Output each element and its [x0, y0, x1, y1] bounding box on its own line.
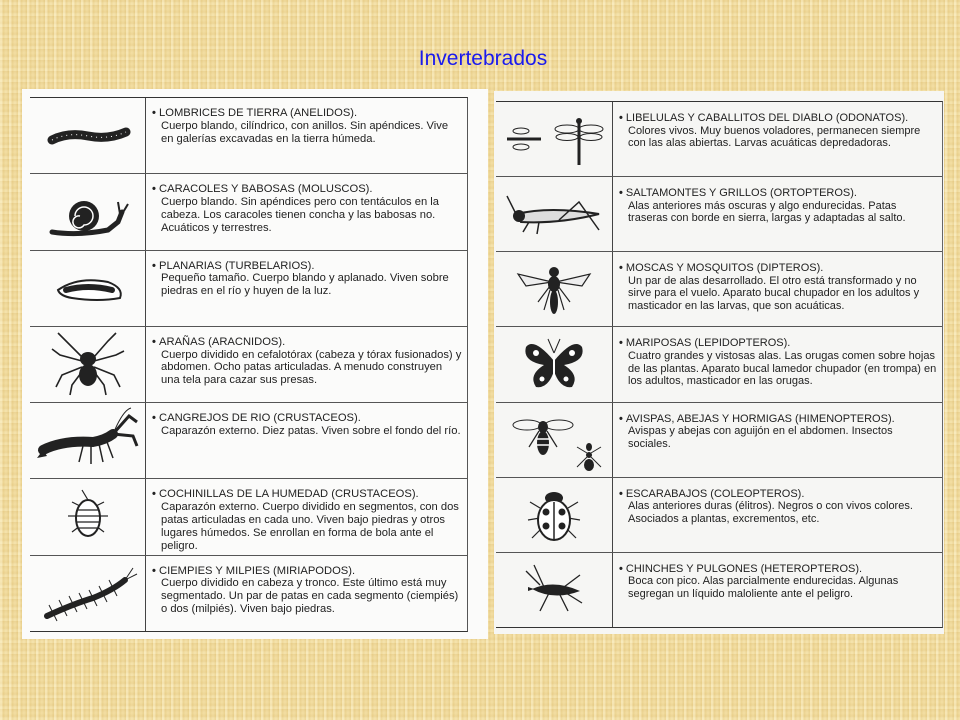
row-description: Colores vivos. Muy buenos voladores, permanecen siempre con las alas abiertas. Larvas acuáticas depredadoras. — [628, 124, 921, 150]
row-heading: • MARIPOSAS (LEPIDOPTEROS). — [619, 337, 938, 350]
left-table — [30, 97, 468, 632]
right-table — [496, 101, 943, 628]
row-heading: • CARACOLES Y BABOSAS (MOLUSCOS). — [152, 183, 463, 196]
row-heading: • COCHINILLAS DE LA HUMEDAD (CRUSTACEOS). — [152, 488, 463, 501]
row-description: Cuerpo dividido en cefalotórax (cabeza y tórax fusionados) y abdomen. Ocho patas articuladas. A menudo construyen una tela para cazar sus presas. — [161, 348, 462, 387]
row-heading: • LOMBRICES DE TIERRA (ANELIDOS). — [152, 107, 463, 120]
row-description: Cuerpo blando, cilíndrico, con anillos. Sin apéndices. Vive en galerías excavadas en la tierra húmeda. — [161, 119, 449, 145]
row-text — [613, 252, 942, 326]
row-heading: • CIEMPIES Y MILPIES (MIRIAPODOS). — [152, 565, 463, 578]
row-text — [613, 403, 942, 477]
row-text — [613, 327, 942, 401]
row-description: Alas anteriores duras (élitros). Negros o con vivos colores. Asociados a plantas, excrementos, etc. — [628, 500, 913, 525]
bug-icon — [496, 553, 613, 627]
row-heading: • ARAÑAS (ARACNIDOS). — [152, 336, 463, 349]
row-description: Cuatro grandes y vistosas alas. Las orugas comen sobre hojas de las plantas. Aparato bucal lamedor chupador (en trompa) en los adultos, masticador en las orugas. — [628, 350, 937, 388]
table-row — [496, 252, 942, 327]
row-description: Caparazón externo. Cuerpo dividido en segmentos, con dos patas articuladas en cada uno. Viven bajo piedras y otros lugares húmedos. Se enrollan en forma de bola ante el peligro. — [161, 501, 459, 552]
table-row — [496, 327, 942, 402]
planarian-icon — [30, 251, 146, 326]
table-row — [496, 553, 942, 627]
table-row — [30, 251, 467, 327]
wasp-ant-icon — [496, 403, 613, 477]
woodlouse-icon — [30, 479, 146, 554]
row-heading: • SALTAMONTES Y GRILLOS (ORTOPTEROS). — [619, 187, 938, 200]
row-heading: • PLANARIAS (TURBELARIOS). — [152, 260, 463, 273]
row-description: Alas anteriores más oscuras y algo endurecidas. Patas traseras con borde en sierra, largas y adaptadas al salto. — [628, 199, 906, 225]
spider-icon — [30, 327, 146, 402]
table-row — [30, 403, 467, 479]
row-text — [146, 403, 467, 478]
row-text — [146, 556, 467, 631]
row-text — [146, 251, 467, 326]
row-description: Cuerpo dividido en cabeza y tronco. Este último está muy segmentado. Un par de patas en cada segmento (ciempiés) o dos (milpiés). Viven bajo piedras. — [161, 577, 459, 616]
crayfish-icon — [30, 403, 146, 478]
dragonfly-icon — [496, 102, 613, 176]
row-heading: • CANGREJOS DE RIO (CRUSTACEOS). — [152, 412, 463, 425]
table-row — [30, 479, 467, 555]
row-text — [613, 478, 942, 552]
right-sheet — [494, 91, 944, 634]
row-text — [146, 479, 467, 554]
row-description: Cuerpo blando. Sin apéndices pero con tentáculos en la cabeza. Los caracoles tienen concha y las babosas no. Acuáticos y terrestres. — [161, 196, 440, 234]
table-row — [496, 478, 942, 553]
snail-icon — [30, 174, 146, 249]
slide-title: Invertebrados — [418, 47, 548, 70]
table-row — [496, 403, 942, 478]
grasshopper-icon — [496, 177, 613, 251]
row-heading: • AVISPAS, ABEJAS Y HORMIGAS (HIMENOPTEROS). — [619, 413, 938, 426]
row-description: Un par de alas desarrollado. El otro está transformado y no sirve para el vuelo. Aparato bucal chupador en los adultos y masticador en las larvas, que son acuáticas. — [628, 274, 920, 313]
ladybug-icon — [496, 478, 613, 552]
row-text — [613, 177, 942, 251]
table-row — [30, 556, 467, 631]
table-row — [30, 327, 467, 403]
table-row — [30, 98, 467, 174]
row-text — [613, 102, 942, 176]
row-description: Avispas y abejas con aguijón en el abdomen. Insectos sociales. — [628, 425, 893, 450]
earthworm-icon — [30, 98, 146, 173]
row-text — [146, 98, 467, 173]
row-heading: • MOSCAS Y MOSQUITOS (DIPTEROS). — [619, 262, 938, 275]
fly-icon — [496, 252, 613, 326]
row-text — [613, 553, 942, 627]
butterfly-icon — [496, 327, 613, 401]
table-row — [496, 177, 942, 252]
left-sheet — [22, 89, 488, 639]
row-heading: • LIBELULAS Y CABALLITOS DEL DIABLO (ODONATOS). — [619, 112, 938, 125]
row-text — [146, 327, 467, 402]
row-text — [146, 174, 467, 249]
centipede-icon — [30, 556, 146, 631]
row-description: Caparazón externo. Diez patas. Viven sobre el fondo del río. — [161, 424, 461, 437]
row-description: Pequeño tamaño. Cuerpo blando y aplanado. Viven sobre piedras en el río y huyen de la luz. — [161, 272, 449, 298]
table-row — [30, 174, 467, 250]
table-row — [496, 102, 942, 177]
row-heading: • CHINCHES Y PULGONES (HETEROPTEROS). — [619, 563, 938, 576]
row-heading: • ESCARABAJOS (COLEOPTEROS). — [619, 488, 938, 501]
row-description: Boca con pico. Alas parcialmente endurecidas. Algunas segregan un líquido maloliente ante el peligro. — [628, 575, 899, 601]
